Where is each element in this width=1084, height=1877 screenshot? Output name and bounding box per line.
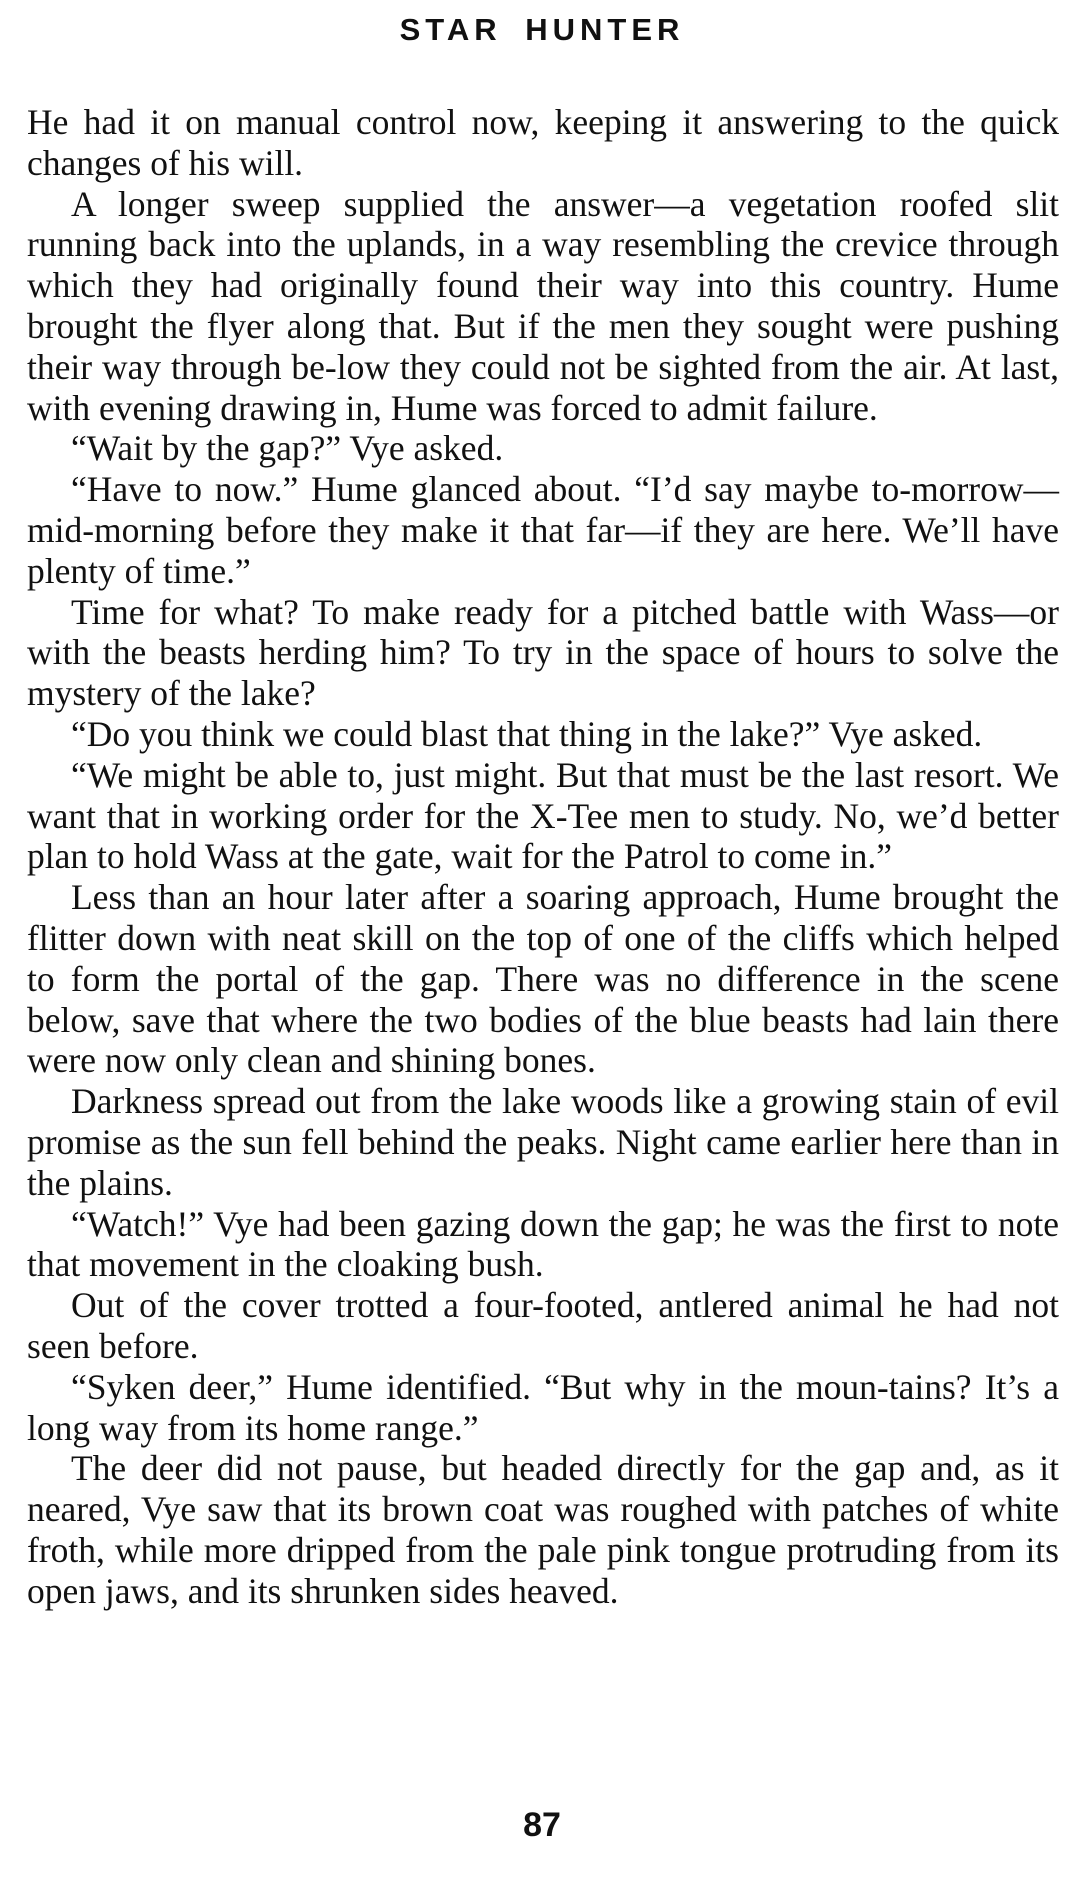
paragraph-13: The deer did not pause, but headed directly for the gap and, as it neared, Vye saw that its brown coat was roughed with patches of white froth, while more dripped from the pale pink tongue protruding from its open jaws, and its shrunken sides heaved. xyxy=(27,1448,1059,1611)
paragraph-5: Time for what? To make ready for a pitched battle with Wass—or with the beasts herding him? To try in the space of hours to solve the mystery of the lake? xyxy=(27,591,1059,714)
page-number: 87 xyxy=(523,1806,561,1844)
paragraph-6: “Do you think we could blast that thing in the lake?” Vye asked. xyxy=(71,713,983,754)
paragraph-4: “Have to now.” Hume glanced about. “I’d say maybe to-morrow—mid-morning before they make it that far—if they are here. We’ll have plenty of time.” xyxy=(27,469,1059,591)
paragraph-1: He had it on manual control now, keeping it answering to the quick changes of his will. xyxy=(27,102,1059,183)
body-text xyxy=(27,102,1059,1611)
paragraph-9: Darkness spread out from the lake woods like a growing stain of evil promise as the sun fell behind the peaks. Night came earlier here than in the plains. xyxy=(27,1081,1059,1203)
paragraph-12: “Syken deer,” Hume identified. “But why in the moun-tains? It’s a long way from its home range.” xyxy=(27,1366,1059,1448)
running-head: STAR HUNTER xyxy=(399,12,685,47)
paragraph-8: Less than an hour later after a soaring approach, Hume brought the flitter down with neat skill on the top of one of the cliffs which helped to form the portal of the gap. There was no difference in the scene below, save that where the two bodies of the blue beasts had lain there were now only clean and shining bones. xyxy=(27,877,1059,1081)
paragraph-2: A longer sweep supplied the answer—a vegetation roofed slit running back into the uplands, in a way resembling the crevice through which they had originally found their way into this country. Hume brought the flyer along that. But if the men they sought were pushing their way through be-low they could not be sighted from the air. At last, with evening drawing in, Hume was forced to admit failure. xyxy=(27,183,1059,428)
paragraph-7: “We might be able to, just might. But that must be the last resort. We want that in working order for the X-Tee men to study. No, we’d better plan to hold Wass at the gate, wait for the Patrol to come in.” xyxy=(27,754,1059,877)
paragraph-10: “Watch!” Vye had been gazing down the gap; he was the first to note that movement in the cloaking bush. xyxy=(27,1203,1059,1285)
paragraph-3: “Wait by the gap?” Vye asked. xyxy=(71,428,504,469)
paragraph-11: Out of the cover trotted a four-footed, antlered animal he had not seen before. xyxy=(27,1285,1059,1366)
